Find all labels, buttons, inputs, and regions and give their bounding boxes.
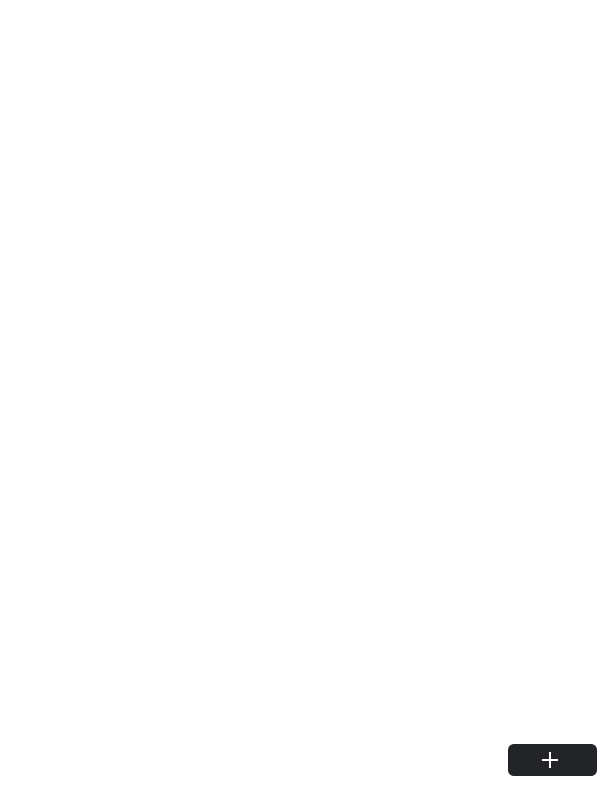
studyxy-badge[interactable] — [508, 744, 597, 776]
plus-icon — [542, 752, 558, 768]
